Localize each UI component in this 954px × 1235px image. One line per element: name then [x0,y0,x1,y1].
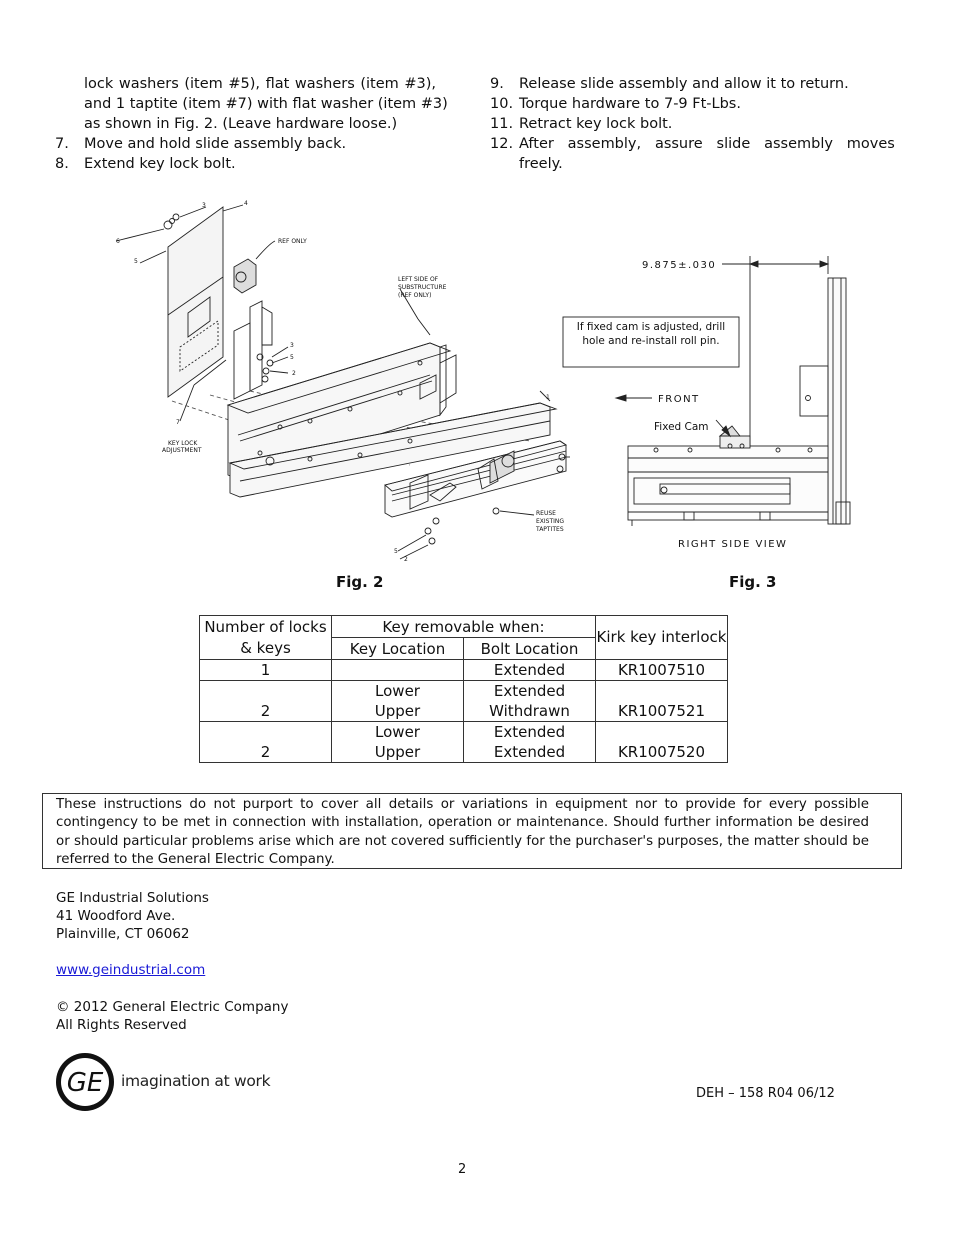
key-loc-line: Upper [374,702,421,720]
callout-reuse-2: EXISTING [536,518,565,525]
bolt-loc-line: Withdrawn [489,702,570,720]
step-number: 11. [490,116,514,132]
cell-kirk: KR1007510 [596,660,728,681]
step-number: 7. [55,136,69,152]
callout-5c: 5 [394,548,398,555]
callout-5: 5 [134,258,138,265]
callout-reuse-3: TAPTITES [536,526,564,533]
step-12 [490,134,895,154]
cell-number: 2 [200,681,332,722]
website-link[interactable]: www.geindustrial.com [56,962,206,978]
fig2-label: Fig. 2 [336,573,384,591]
cell-key-location [332,681,464,722]
fig3-drawing [560,250,860,555]
cell-key-location [332,660,464,681]
step-text: Torque hardware to 7-9 Ft-Lbs. [519,96,741,112]
step-number: 12. [490,136,514,152]
street-address: 41 Woodford Ave. [56,908,176,924]
callout-left-side-1: LEFT SIDE OF [398,276,439,283]
callout-left-side-3: (REF ONLY) [398,292,432,299]
callout-3: 3 [202,202,206,209]
bolt-loc-line: Extended [493,743,566,761]
fig2-drawing [110,195,580,570]
key-loc-line: Upper [374,743,421,761]
fig3-fixed-cam-label: Fixed Cam [654,421,709,433]
cell-kirk: KR1007521 [596,681,728,722]
step-8 [55,154,436,174]
page-number: 2 [458,1162,467,1177]
copyright-block [56,998,288,1034]
callout-key-lock-2: ADJUSTMENT [162,447,202,454]
city-state-zip: Plainville, CT 06062 [56,926,190,942]
callout-2b: 2 [404,556,408,563]
step-text: Extend key lock bolt. [84,156,236,172]
step-6-line-2: and 1 taptite (item #7) with flat washer (item #3) [84,96,448,112]
key-loc-line: Lower [375,682,420,700]
callout-3b: 3 [290,342,294,349]
cell-bolt-location [464,722,596,763]
step-text: Retract key lock bolt. [519,116,673,132]
fig3-note: If fixed cam is adjusted, drill hole and re-install roll pin. [576,321,726,347]
header-kirk-key: Kirk key interlock [596,616,728,660]
step-number: 10. [490,96,514,112]
step-number: 9. [490,76,504,92]
callout-reuse-1: REUSE [536,510,556,517]
callout-1: 1 [546,394,550,401]
fig3-view-label: RIGHT SIDE VIEW [678,539,788,550]
cell-key-location [332,722,464,763]
cell-bolt-location [464,681,596,722]
cell-number: 1 [200,660,332,681]
callout-left-side-2: SUBSTRUCTURE [398,284,447,291]
logo-mark: GE [66,1068,104,1098]
header-bolt-location: Bolt Location [464,638,596,660]
callout-ref-only: REF ONLY [278,238,307,245]
logo-tagline: imagination at work [121,1072,271,1090]
callout-6: 6 [116,238,120,245]
cell-number: 2 [200,722,332,763]
document-number: DEH – 158 R04 06/12 [696,1086,835,1101]
key-loc-line: Lower [375,723,420,741]
copyright: © 2012 General Electric Company [56,999,289,1015]
step-10 [490,94,870,114]
header-key-location: Key Location [332,638,464,660]
steps-right [490,74,895,174]
fig3-front-label: FRONT [658,394,700,405]
header-key-removable: Key removable when: [332,616,596,638]
ge-monogram-icon [55,1052,115,1112]
header-number-of-locks: Number of locks & keys [200,616,332,660]
fig3-dimension: 9.875±.030 [642,260,717,271]
address-block [56,889,209,943]
callout-key-lock-1: KEY LOCK [168,440,198,447]
table-row [200,681,728,722]
steps-left [55,74,448,174]
disclaimer-notice: These instructions do not purport to cover all details or variations in equipment nor to provide for every possible contingency to be met in connection with installation, operation or maintenance. Should further information be desired or should particular problems arise which are not covered sufficiently for the purchaser's purposes, the matter should be referred to the General Electric Company. [42,793,902,869]
cell-bolt-location: Extended [464,660,596,681]
step-6-line-3: as shown in Fig. 2. (Leave hardware loose.) [84,116,398,132]
bolt-loc-line: Extended [493,682,566,700]
callout-4: 4 [244,200,248,207]
step-7 [55,134,436,154]
step-9 [490,74,870,94]
step-text: Move and hold slide assembly back. [84,136,347,152]
bolt-loc-line: Extended [493,723,566,741]
callout-7: 7 [176,419,180,426]
kirk-key-table [199,615,728,763]
table-row [200,722,728,763]
callout-2: 2 [292,370,296,377]
step-number: 8. [55,156,69,172]
company-name: GE Industrial Solutions [56,890,209,906]
step-text: After assembly, assure slide assembly moves [519,136,895,152]
step-text: Release slide assembly and allow it to return. [519,76,849,92]
fig3-label: Fig. 3 [729,573,777,591]
table-row [200,660,728,681]
rights: All Rights Reserved [56,1017,187,1033]
step-6-line-1: lock washers (item #5), flat washers (item #3), [84,76,436,92]
step-12-continuation: freely. [519,156,563,172]
callout-5b: 5 [290,354,294,361]
ge-logo [55,1052,115,1112]
step-11 [490,114,870,134]
cell-kirk: KR1007520 [596,722,728,763]
